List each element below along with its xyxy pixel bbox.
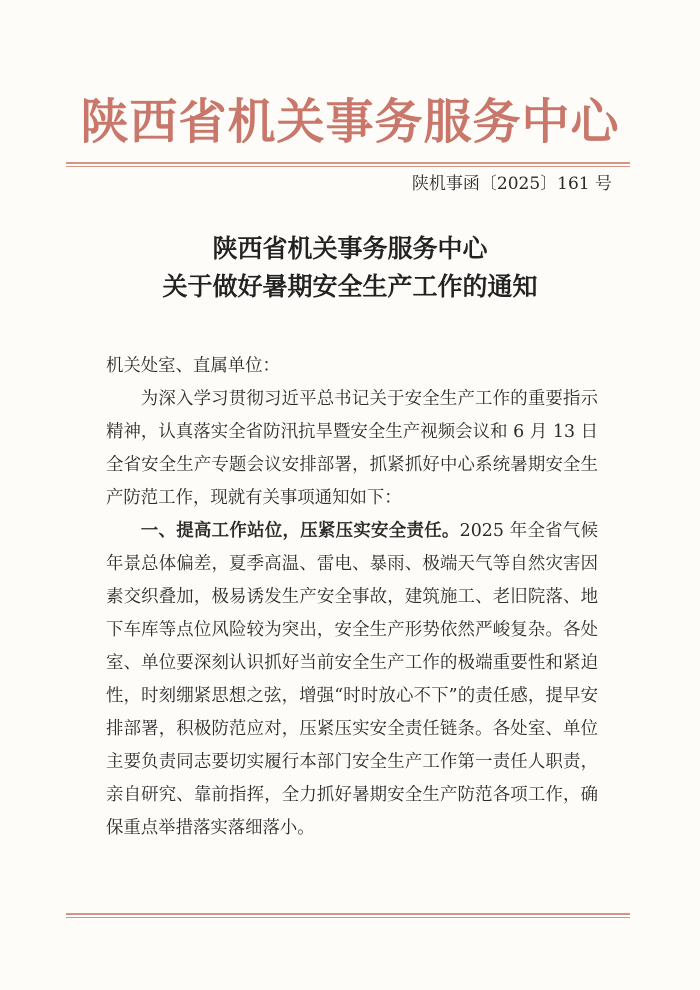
masthead-org-name: 陕西省机关事务服务中心 <box>80 94 620 150</box>
document-title-line-1: 陕西省机关事务服务中心 <box>212 234 488 263</box>
document-body <box>106 350 598 845</box>
footer-red-rule <box>66 913 630 918</box>
recipient-line: 机关处室、直属单位： <box>106 356 280 376</box>
document-title <box>0 230 700 306</box>
section-1-text: 2025 年全省气候年景总体偏差，夏季高温、雷电、暴雨、极端天气等自然灾害因素交织叠加，极易诱发生产安全事故，建筑施工、老旧院落、地下车库等点位风险较为突出，安全生产形势依然严峻复杂。各处室、单位要深刻认识抓好当前安全生产工作的极端重要性和紧迫性，时刻绷紧思想之弦，增强“时时放心不下”的责任感，提早安排部署，积极防范应对，压紧压实安全责任链条。各处室、单位主要负责同志要切实履行本部门安全生产工作第一责任人职责，亲自研究、靠前指挥，全力抓好暑期安全生产防范各项工作，确保重点举措落实落细落小。 <box>106 521 598 838</box>
section-1-paragraph <box>106 515 598 845</box>
document-title-line-2: 关于做好暑期安全生产工作的通知 <box>162 272 538 301</box>
section-1-heading: 一、提高工作站位，压紧压实安全责任。 <box>140 521 460 541</box>
intro-paragraph: 为深入学习贯彻习近平总书记关于安全生产工作的重要指示精神，认真落实全省防汛抗旱暨安全生产视频会议和 6 月 13 日全省安全生产专题会议安排部署，抓紧抓好中心系统暑期安全生产防范工作，现就有关事项通知如下： <box>106 389 598 508</box>
document-number: 陕机事函〔2025〕161 号 <box>411 174 612 194</box>
masthead-red-rule <box>66 162 630 167</box>
